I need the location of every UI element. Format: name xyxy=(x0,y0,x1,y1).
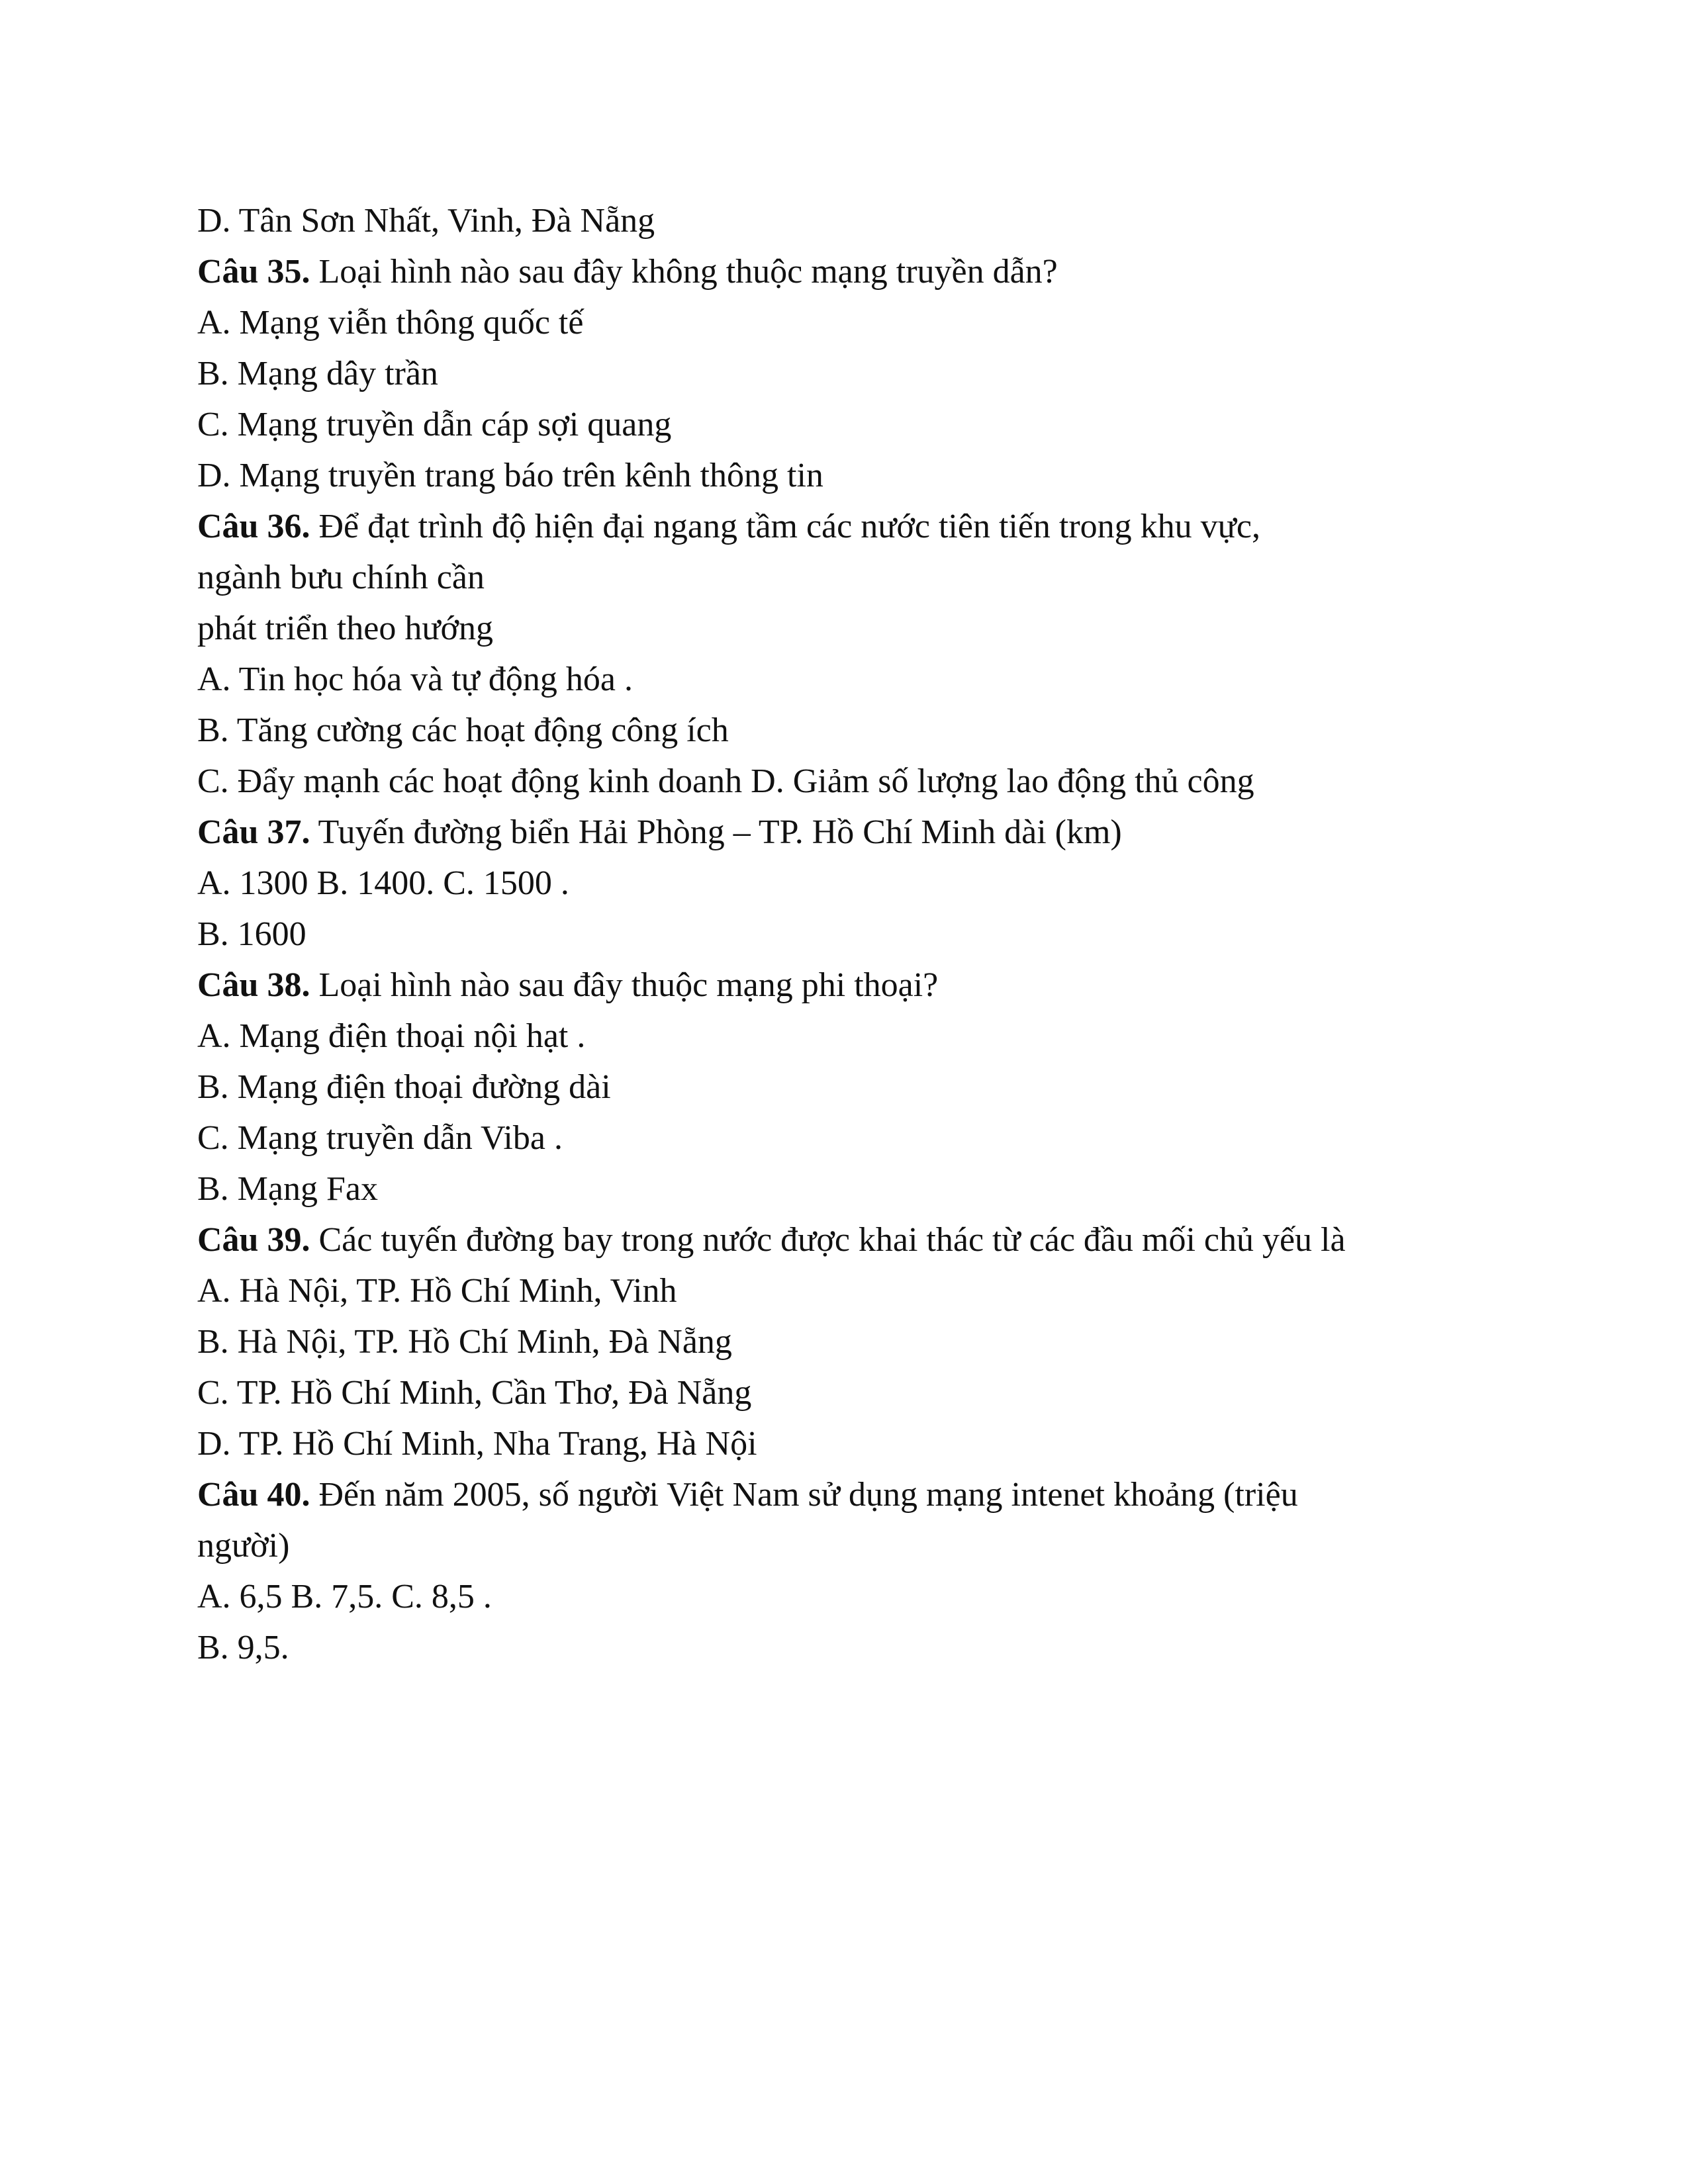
text-line: A. Tin học hóa và tự động hóa . xyxy=(197,660,633,698)
document-body xyxy=(197,195,1521,1673)
question-number: Câu 35. xyxy=(197,253,310,291)
question-line xyxy=(197,1469,1521,1520)
question-line xyxy=(197,807,1521,858)
question-line xyxy=(197,1214,1521,1265)
question-text: Để đạt trình độ hiện đại ngang tầm các nước tiên tiến trong khu vực, xyxy=(310,508,1260,545)
question-text: Đến năm 2005, số người Việt Nam sử dụng mạng intenet khoảng (triệu xyxy=(310,1476,1298,1514)
text-line: C. Mạng truyền dẫn cáp sợi quang xyxy=(197,406,672,443)
question-line xyxy=(197,246,1521,297)
text-line: D. TP. Hồ Chí Minh, Nha Trang, Hà Nội xyxy=(197,1425,757,1463)
text-line: A. Hà Nội, TP. Hồ Chí Minh, Vinh xyxy=(197,1272,677,1310)
question-line xyxy=(197,960,1521,1011)
text-line: B. 1600 xyxy=(197,915,306,953)
text-line: D. Mạng truyền trang báo trên kênh thông tin xyxy=(197,457,823,494)
question-number: Câu 36. xyxy=(197,508,310,545)
text-line: B. Mạng dây trần xyxy=(197,355,438,392)
question-text: Tuyến đường biển Hải Phòng – TP. Hồ Chí Minh dài (km) xyxy=(310,813,1122,851)
question-number: Câu 37. xyxy=(197,813,310,851)
text-line: A. Mạng điện thoại nội hạt . xyxy=(197,1017,586,1055)
question-text: Loại hình nào sau đây thuộc mạng phi thoại? xyxy=(310,966,939,1004)
question-number: Câu 39. xyxy=(197,1221,310,1259)
text-line: C. TP. Hồ Chí Minh, Cần Thơ, Đà Nẵng xyxy=(197,1374,752,1412)
question-number: Câu 38. xyxy=(197,966,310,1004)
text-line: B. Mạng điện thoại đường dài xyxy=(197,1068,611,1106)
text-line: C. Mạng truyền dẫn Viba . xyxy=(197,1119,563,1157)
question-line xyxy=(197,501,1521,552)
text-line: A. 6,5 B. 7,5. C. 8,5 . xyxy=(197,1578,492,1615)
text-line: B. Tăng cường các hoạt động công ích xyxy=(197,711,729,749)
question-text: Loại hình nào sau đây không thuộc mạng truyền dẫn? xyxy=(310,253,1058,291)
text-line: ngành bưu chính cần xyxy=(197,559,485,596)
text-line: D. Tân Sơn Nhất, Vinh, Đà Nẵng xyxy=(197,202,655,240)
question-text: Các tuyến đường bay trong nước được khai thác từ các đầu mối chủ yếu là xyxy=(310,1221,1346,1259)
question-number: Câu 40. xyxy=(197,1476,310,1514)
text-line: phát triển theo hướng xyxy=(197,610,494,647)
text-line: C. Đẩy mạnh các hoạt động kinh doanh D. Giảm số lượng lao động thủ công xyxy=(197,762,1254,800)
text-line: A. Mạng viễn thông quốc tế xyxy=(197,304,584,341)
text-line: B. Hà Nội, TP. Hồ Chí Minh, Đà Nẵng xyxy=(197,1323,732,1361)
text-line: B. 9,5. xyxy=(197,1629,289,1666)
text-line: người) xyxy=(197,1527,290,1565)
text-line: A. 1300 B. 1400. C. 1500 . xyxy=(197,864,569,902)
text-line: B. Mạng Fax xyxy=(197,1170,378,1208)
